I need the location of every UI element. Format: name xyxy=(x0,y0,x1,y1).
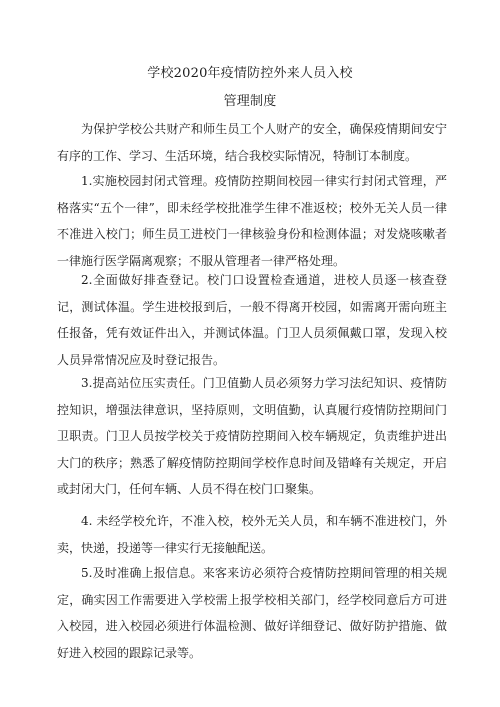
rule-paragraph-1: 1.实施校园封闭式管理。疫情防控期间校园一律实行封闭式管理，严格落实“五个一律”，即未经学校批准学生律不准返校；校外无关人员一律不准进入校门；师生员工进校门一律核验身份和检测体温；对发烧咳嗽者一律施行医学隔离观察；不服从管理者一律严格处理。 xyxy=(57,174,447,268)
rule-paragraph-3: 3.提高站位压实责任。门卫值勤人员必须努力学习法纪知识、疫情防控知识，增强法律意识，坚持原则，文明值勤，认真履行疫情防控期间门卫职责。门卫人员按学校关于疫情防控期间入校车辆规定，负责维护进出大门的秩序；熟悉了解疫情防控期间学校作息时间及错峰有关规定，开启或封闭大门，任何车辆、人员不得在校门口聚集。 xyxy=(57,376,447,496)
rule-paragraph-5: 5.及时准确上报信息。来客来访必须符合疫情防控期间管理的相关规定，确实因工作需要进入学校需上报学校相关部门，经学校同意后方可进入校园，进入校园必须进行体温检测、做好详细登记、做好防护措施、做好进入校园的跟踪记录等。 xyxy=(57,566,447,660)
intro-paragraph: 为保护学校公共财产和师生员工个人财产的安全，确保疫情期间安宁有序的工作、学习、生活环境，结合我校实际情况，特制订本制度。 xyxy=(57,122,447,163)
rule-paragraph-4: 4. 未经学校允许，不准入校，校外无关人员，和车辆不准进校门，外卖，快递，投递等一律实行无接触配送。 xyxy=(57,514,447,555)
rule-paragraph-2: 2.全面做好排查登记。校门口设置检查通道，进校人员逐一核查登记，测试体温。学生进校报到后，一般不得离开校园，如需离开需向班主任报备，凭有效证件出入，并测试体温。门卫人员须佩戴口罩，发现入校人员异常情况应及时登记报告。 xyxy=(57,273,447,367)
document-subtitle: 管理制度 xyxy=(223,94,277,109)
document-title: 学校2020年疫情防控外来人员入校 xyxy=(147,66,353,81)
